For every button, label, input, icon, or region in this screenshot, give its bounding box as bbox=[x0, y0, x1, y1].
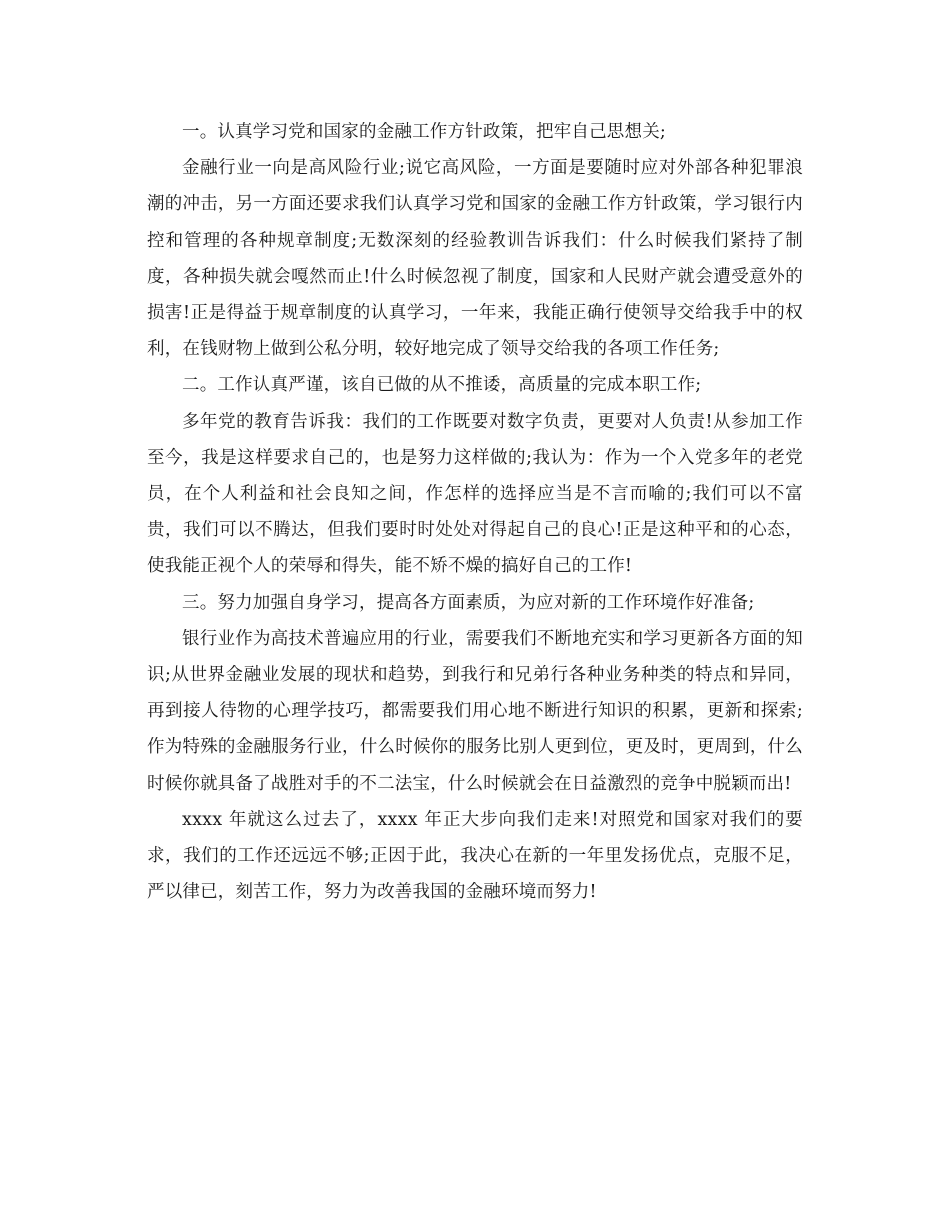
document-body bbox=[147, 114, 803, 910]
heading-paragraph-3: 三。努力加强自身学习，提高各方面素质，为应对新的工作环境作好准备; bbox=[182, 592, 755, 613]
closing-paragraph: xxxx 年就这么过去了，xxxx 年正大步向我们走来!对照党和国家对我们的要求，我们的工作还远远不够;正因于此，我决心在新的一年里发扬优点，克服不足，严以律已，刻苦工作，努力为改善我国的金融环境而努力! bbox=[147, 809, 803, 903]
heading-paragraph-1: 一。认真学习党和国家的金融工作方针政策，把牢自己思想关; bbox=[182, 122, 666, 142]
body-paragraph-2: 多年党的教育告诉我：我们的工作既要对数字负责，更要对人负责!从参加工作至今，我是这样要求自己的，也是努力这样做的;我认为：作为一个入党多年的老党员，在个人利益和社会良知之间，作怎样的选择应当是不言而喻的;我们可以不富贵，我们可以不腾达，但我们要时时处处对得起自己的良心!正是这种平和的心态，使我能正视个人的荣辱和得失，能不矫不燥的搞好自己的工作! bbox=[147, 411, 803, 577]
body-paragraph-1: 金融行业一向是高风险行业;说它高风险，一方面是要随时应对外部各种犯罪浪潮的冲击，另一方面还要求我们认真学习党和国家的金融工作方针政策，学习银行内控和管理的各种规章制度;无数深刻的经验教训告诉我们：什么时候我们紧持了制度，各种损失就会嘎然而止!什么时候忽视了制度，国家和人民财产就会遭受意外的损害!正是得益于规章制度的认真学习，一年来，我能正确行使领导交给我手中的权利，在钱财物上做到公私分明，较好地完成了领导交给我的各项工作任务; bbox=[147, 158, 803, 360]
body-paragraph-3: 银行业作为高技术普遍应用的行业，需要我们不断地充实和学习更新各方面的知识;从世界金融业发展的现状和趋势，到我行和兄弟行各种业务种类的特点和异同，再到接人待物的心理学技巧，都需要我们用心地不断进行知识的积累，更新和探索;作为特殊的金融服务行业，什么时候你的服务比别人更到位，更及时，更周到，什么时候你就具备了战胜对手的不二法宝，什么时候就会在日益激烈的竞争中脱颖而出! bbox=[147, 628, 803, 794]
heading-paragraph-2: 二。工作认真严谨，该自已做的从不推诿，高质量的完成本职工作; bbox=[182, 375, 702, 396]
